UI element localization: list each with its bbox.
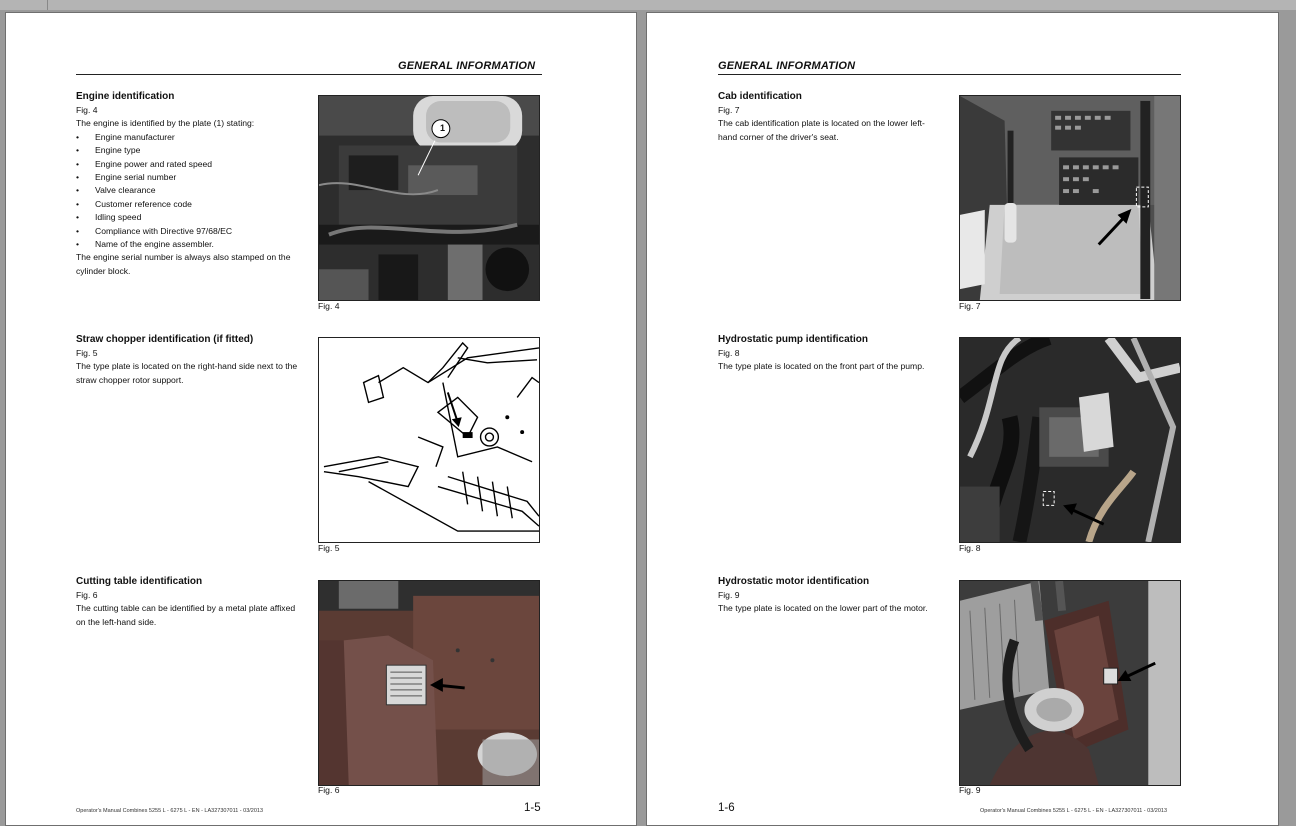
section-title: Cutting table identification [76, 576, 203, 587]
section-cab-identification [718, 90, 940, 144]
viewer-top-bar [0, 0, 1296, 10]
fig-reference: Fig. 4 [76, 105, 98, 115]
figure-5-straw-chopper-drawing [318, 337, 540, 543]
figure-7-cab-photo [959, 95, 1181, 301]
section-straw-chopper-identification [76, 333, 298, 387]
figure-9-hydrostatic-motor-photo [959, 580, 1181, 786]
list-item: • Name of the engine assembler. [76, 238, 298, 251]
section-title: Hydrostatic pump identification [718, 334, 869, 345]
engine-plate-list [76, 131, 298, 252]
list-item: • Idling speed [76, 211, 298, 224]
section-title: Straw chopper identification (if fitted) [76, 334, 254, 345]
fig-reference: Fig. 7 [718, 105, 740, 115]
figure-8-hydrostatic-pump-photo [959, 337, 1181, 543]
page-header: GENERAL INFORMATION [398, 60, 536, 72]
fig-reference: Fig. 6 [76, 590, 98, 600]
list-item: • Compliance with Directive 97/68/EC [76, 225, 298, 238]
figure-4-engine-photo [318, 95, 540, 301]
section-body: The type plate is located on the lower part of the motor. [718, 603, 928, 614]
section-body: The cab identification plate is located on the lower left-hand corner of the driver's seat. [718, 118, 925, 142]
figure-caption: Fig. 6 [318, 785, 340, 795]
section-body: The cutting table can be identified by a metal plate affixed on the left-hand side. [76, 603, 296, 627]
figure-caption: Fig. 5 [318, 543, 340, 553]
document-page-right [646, 12, 1279, 826]
document-page-left [5, 12, 637, 826]
page-footer: Operator's Manual Combines 5255 L - 6275 L - EN - LA327307011 - 03/2013 [980, 808, 1168, 814]
list-item: • Customer reference code [76, 198, 298, 211]
section-body: The type plate is located on the front part of the pump. [718, 361, 925, 372]
section-intro: The engine is identified by the plate (1) stating: [76, 118, 255, 129]
section-title: Engine identification [76, 91, 175, 102]
header-rule [76, 74, 542, 75]
section-hydrostatic-pump-identification [718, 333, 940, 374]
callout-label: 1 [439, 123, 445, 133]
figure-caption: Fig. 4 [318, 301, 340, 311]
section-title: Hydrostatic motor identification [718, 576, 870, 587]
figure-caption: Fig. 7 [959, 301, 981, 311]
section-cutting-table-identification [76, 575, 298, 629]
fig-reference: Fig. 5 [76, 348, 98, 358]
page-footer: Operator's Manual Combines 5255 L - 6275 L - EN - LA327307011 - 03/2013 [76, 808, 264, 814]
list-item: • Engine power and rated speed [76, 158, 298, 171]
section-title: Cab identification [718, 91, 802, 102]
list-item: • Engine type [76, 144, 298, 157]
section-outro: The engine serial number is always also stamped on the cylinder block. [76, 252, 291, 276]
figure-caption: Fig. 9 [959, 785, 981, 795]
figure-6-cutting-table-photo [318, 580, 540, 786]
list-item: • Engine serial number [76, 171, 298, 184]
section-body: The type plate is located on the right-hand side next to the straw chopper rotor support. [76, 361, 298, 385]
page-header: GENERAL INFORMATION [718, 60, 856, 72]
header-rule [718, 74, 1181, 75]
list-item: • Valve clearance [76, 184, 298, 197]
section-engine-identification [76, 90, 298, 278]
fig-reference: Fig. 8 [718, 348, 740, 358]
figure-caption: Fig. 8 [959, 543, 981, 553]
list-item: • Engine manufacturer [76, 131, 298, 144]
section-hydrostatic-motor-identification [718, 575, 940, 616]
page-number: 1-6 [718, 802, 735, 814]
fig-reference: Fig. 9 [718, 590, 740, 600]
toolbar-divider [47, 0, 48, 10]
page-number: 1-5 [524, 802, 541, 814]
